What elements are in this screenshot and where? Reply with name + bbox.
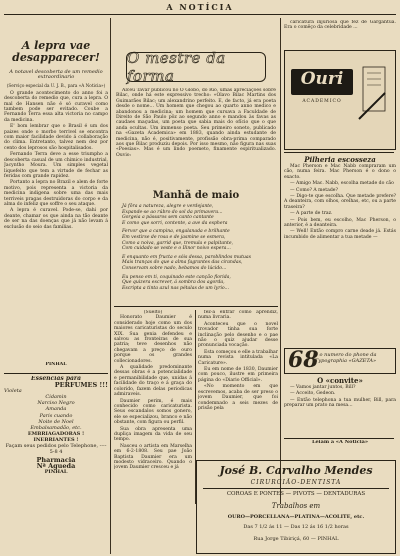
ouri-ad xyxy=(284,50,396,150)
paragraph: E' bom lembrar que o Brasil é um dos paizes onde o morbo terrivel se encontra com maior facilidade devido á collaboração do clima. Entretanto, talvez nem dez por cento dos leprosos são hospitalisados. xyxy=(4,124,108,151)
paragraph: Esta começou e elle a trabalhar numa revista intitulada «La Caricature». xyxy=(198,349,278,366)
ad-rule xyxy=(203,488,389,489)
dentist-ad xyxy=(196,460,396,554)
perfumes-ad: Essencias para PERFUMES !!! Violeta Cidamin Narciso Negro Amanda Paris cuando Noite de Noel Embalsamadão, etc. EMBRIAGADORAS ! INEBRIANTES ! Façam seus pedidos pelo Telephone, ---- 5-8 4 Pharmacia Nª Agueda PINHAL xyxy=(4,376,108,476)
paragraph: — Amigo Mac. Nabb, escolha metade do cão xyxy=(290,181,394,187)
paragraph: — Digo-te que escolha. Que metade prefere? A deanteira, com olhos, orelhas, etc, ou a parte traseira? xyxy=(284,194,396,210)
article-title: O mestre da forma xyxy=(127,49,226,85)
poem-line: Em vestirse de rosa e de jasmine se esmera, xyxy=(122,234,226,240)
headline-line-1: A lepra vae xyxy=(21,40,91,52)
phone-68-box xyxy=(284,348,396,374)
poem-line: Já fôra a natureza, alegre e verdejante, xyxy=(122,204,214,209)
phone-number: 68 xyxy=(288,347,319,373)
dentist-address: Rua Jorge Tibiriçá, 60 — PINHAL xyxy=(253,536,339,542)
paragraph: — Acceito, Gedeon. xyxy=(290,391,336,397)
right-divider-2 xyxy=(284,438,394,439)
dentist-trab: Trabalhos em xyxy=(271,502,321,510)
paragraph: Eu em nome de 1830, Daumier com pouco, ilustre em primeira página do «Diario Official». xyxy=(198,367,278,383)
paragraph: Daumier perim, é mais conhecido como caricaturista. Seus escandalos somos gonero, ele se especializou, branco e não obstante, com figura ou perfil. xyxy=(114,398,192,426)
paragraph: — Pois bem, eu escolho, Mac Pherson, o anterior, é a deanteira. xyxy=(284,217,396,229)
suelto-label: (Suelto) xyxy=(143,310,163,315)
poem-line: Mais tranças do que a alma fagrantes das cirandas, xyxy=(122,260,243,266)
pinhal-label: PINHAL xyxy=(45,362,67,367)
poem-line: Que quizera escrever, á sombra dos agorda, xyxy=(122,280,225,286)
paragraph: Mac Pherson e Mac Nabb compraram um cão, numa feira. Mac Pherson é o dono o exacto. xyxy=(284,164,396,180)
paragraph: «No momento em que escrevemos, acaba de ser preso o jovem Daumier, que foi condemnado a seis mezes de prisão pela xyxy=(198,384,278,411)
caricature-continued xyxy=(284,20,396,50)
dentist-profession: CIRURGIÃO-DENTISTA xyxy=(250,479,342,486)
paragraph: Aconteceu que o novel trovador tinha sua forte inclinação pelo desenho e o pae não o quiz ajudar desse pronunciada vocação. xyxy=(198,321,278,349)
ouri-brand: Ouri xyxy=(300,69,344,89)
pilheria-title: Pilheria escosseza xyxy=(304,155,376,164)
poem-line: Gorgeia a pássaros sem canto cantante xyxy=(122,215,214,221)
phone-text: é o numero do phone da Typographia «GAZETA» xyxy=(315,352,377,364)
headline-line-2: desapparecer! xyxy=(12,51,100,64)
dentist-services: COROAS E PONTES — PIVOTS — DENTADURAS xyxy=(226,491,366,497)
paragraph: Fernando Terra deve a esse triumpho a descoberta casual de um chimico industrial, Jacyntho Moura. Um simples vegetal liquefeito que tem a virtude de fechar as feridas com grande rapidez. xyxy=(4,152,108,179)
paragraph: — Como? A metade? xyxy=(290,187,338,193)
paragraph: caricatura injuriosa que fez de Gargantua. Era o comêço da celebridade ... xyxy=(284,20,396,31)
left-article xyxy=(4,40,108,360)
paragraph: fez-a entrar como aprendiz, numa livraria. xyxy=(198,310,278,321)
convite-article xyxy=(284,376,396,436)
paragraph: Alceu Tavar publicou no O Globo, do Rio, umas apreciações sobre Bilac, onde há este expressivo trecho: «Olavo Bilac Martins dos Guimarães Bilac; um alexandrino perfeito. E, de facto, já era poeta desde o nome... Um homem que chegou ao quarto anno medico e abandonou a medicina; um homem que cursava a Faculdade de Direito de São Paulo pôz ao segundo anno e mandou às favas as caudaes maçudas, um poeta que sabia mais do ofício que o que anda ocultas. Um immenso poeta. Seu primeiro soneto, publicado na «Gazeta Academica» em 1883, quando ainda estudante de medicina, não é, positivamente, profissão obra-prima comparado aos que Bilac produziu depois. Por isso mesmo, não figura nas suas «Poesias». Mas é um lindo poemeto, finamente espiritualizado. Ouvio: xyxy=(116,88,276,158)
paragraph: — Vamos jantar juntos, Bill? xyxy=(290,385,356,390)
paragraph: Honorato Daumier é considerado hoje como um dos maiores caricaturistas do seculo XIX. Sua genia defendeu e salvou as fronteiras de sua patria; teve desenhos não chegavam a preço de ouro porque os grandes collecionadores. xyxy=(114,315,192,364)
ouri-sub: ACADEMICO xyxy=(302,99,342,104)
column-rule xyxy=(110,18,111,554)
poem-line: Expande-se ao rúbro do sol da primavera... xyxy=(122,209,223,215)
dentist-hours: Das 7 1/2 ás 11 — Das 12 ás 16 1/2 horas xyxy=(243,524,349,530)
paragraph: O grande acontecimento do anno foi a descoberta do remedio que, cura a lepra. O mal de Hansen não é só curavel como tambem pode ser evitado. Coube a Fernando Terra essa alta victoria no campo da medicina. xyxy=(4,90,108,123)
paragraph: — A parte de traz. xyxy=(290,211,333,217)
service-note: (Serviço especial da U. J. B., para «A Noticia») xyxy=(6,82,106,88)
poem-line: Escripta a tinta azul nas pétalas de um lyrio... xyxy=(122,285,229,291)
masthead-rule xyxy=(4,14,396,15)
right-divider xyxy=(284,152,394,153)
paragraph: — Então telephona a tua mulher, Bill, para preparar um prato na mesa... xyxy=(284,397,396,409)
poem-line: Como a noiva, garrid que, tremula e palpitante, xyxy=(122,240,234,246)
left-divider xyxy=(4,373,108,374)
daumier-col-1 xyxy=(114,310,192,504)
poem-line: Fervor que a campina, engalanada e brilhante xyxy=(122,229,230,235)
leiam-line: Leiam a «A Noticia» xyxy=(311,440,368,445)
dentist-name: José B. Carvalho Mendes xyxy=(219,464,373,477)
paragraph: A lepra é curavel. Pode-se, dahi por deante, chamar os que ainda na tão deante de ser na das doenças que já não levam á exclusão do seio das familias. xyxy=(4,208,108,230)
poem-line: Conservam sobre nado, bebamos do lúcido... xyxy=(122,265,227,271)
convite-title: O «convite» xyxy=(317,376,363,385)
middle-divider xyxy=(114,306,278,307)
pen-illustration xyxy=(355,63,391,123)
column-rule xyxy=(280,18,281,504)
paragraph: — Well! Então compro carne deade já. Estás incumbido de alimentar a tua metade — xyxy=(284,229,396,240)
deck: A notavel descoberta de um remedio extraordinario xyxy=(9,69,103,81)
paragraph: A qualidade predominante dessas obras é a potencialidade e permanibilidade que, unidas á facilidade do traço e á graça do colorido, fazem delas periodicas admiraveis. xyxy=(114,365,192,398)
poem-line: E enquanto em fructa e sóis dessa, paroblindos mutuas xyxy=(122,254,252,260)
dentist-materials: OURO—PORCELLANA—PLATINA—ACOLITE, etc. xyxy=(227,514,365,520)
paragraph: Portanto a lepra no Brazil e alem de forte motivo, pois representa a victoria da medicina indigena sobre uma das mais terriveis pragas destruidoras do corpo e da alma do infeliz que soffre o seu ataque. xyxy=(4,180,108,207)
poem-line: Com cuidado se veste e o Ilinor noivo espera... xyxy=(122,246,231,252)
poem-line: E como que sorri, contente, a ave da esphera xyxy=(122,220,228,226)
poem xyxy=(122,204,276,304)
paragraph: Sua obra apresenta uma dupliça imagem da vida de seu tempo. xyxy=(114,426,192,443)
poem-line: Eu penso em ti, coquinado este canção florida, xyxy=(122,274,231,280)
poem-title: Manhã de maio xyxy=(152,190,240,201)
title-box xyxy=(126,49,266,85)
paragraph: Nasceu o artista em Marselha em 6-2-1808. Seu pae João Baptista Daumier era um modesto vidraceiro. Quando o jovem Daumier cresceu e já xyxy=(114,443,192,471)
bilac-article xyxy=(116,88,276,188)
pilheria-article xyxy=(284,155,396,305)
masthead: A NOTÍCIA xyxy=(166,2,234,12)
